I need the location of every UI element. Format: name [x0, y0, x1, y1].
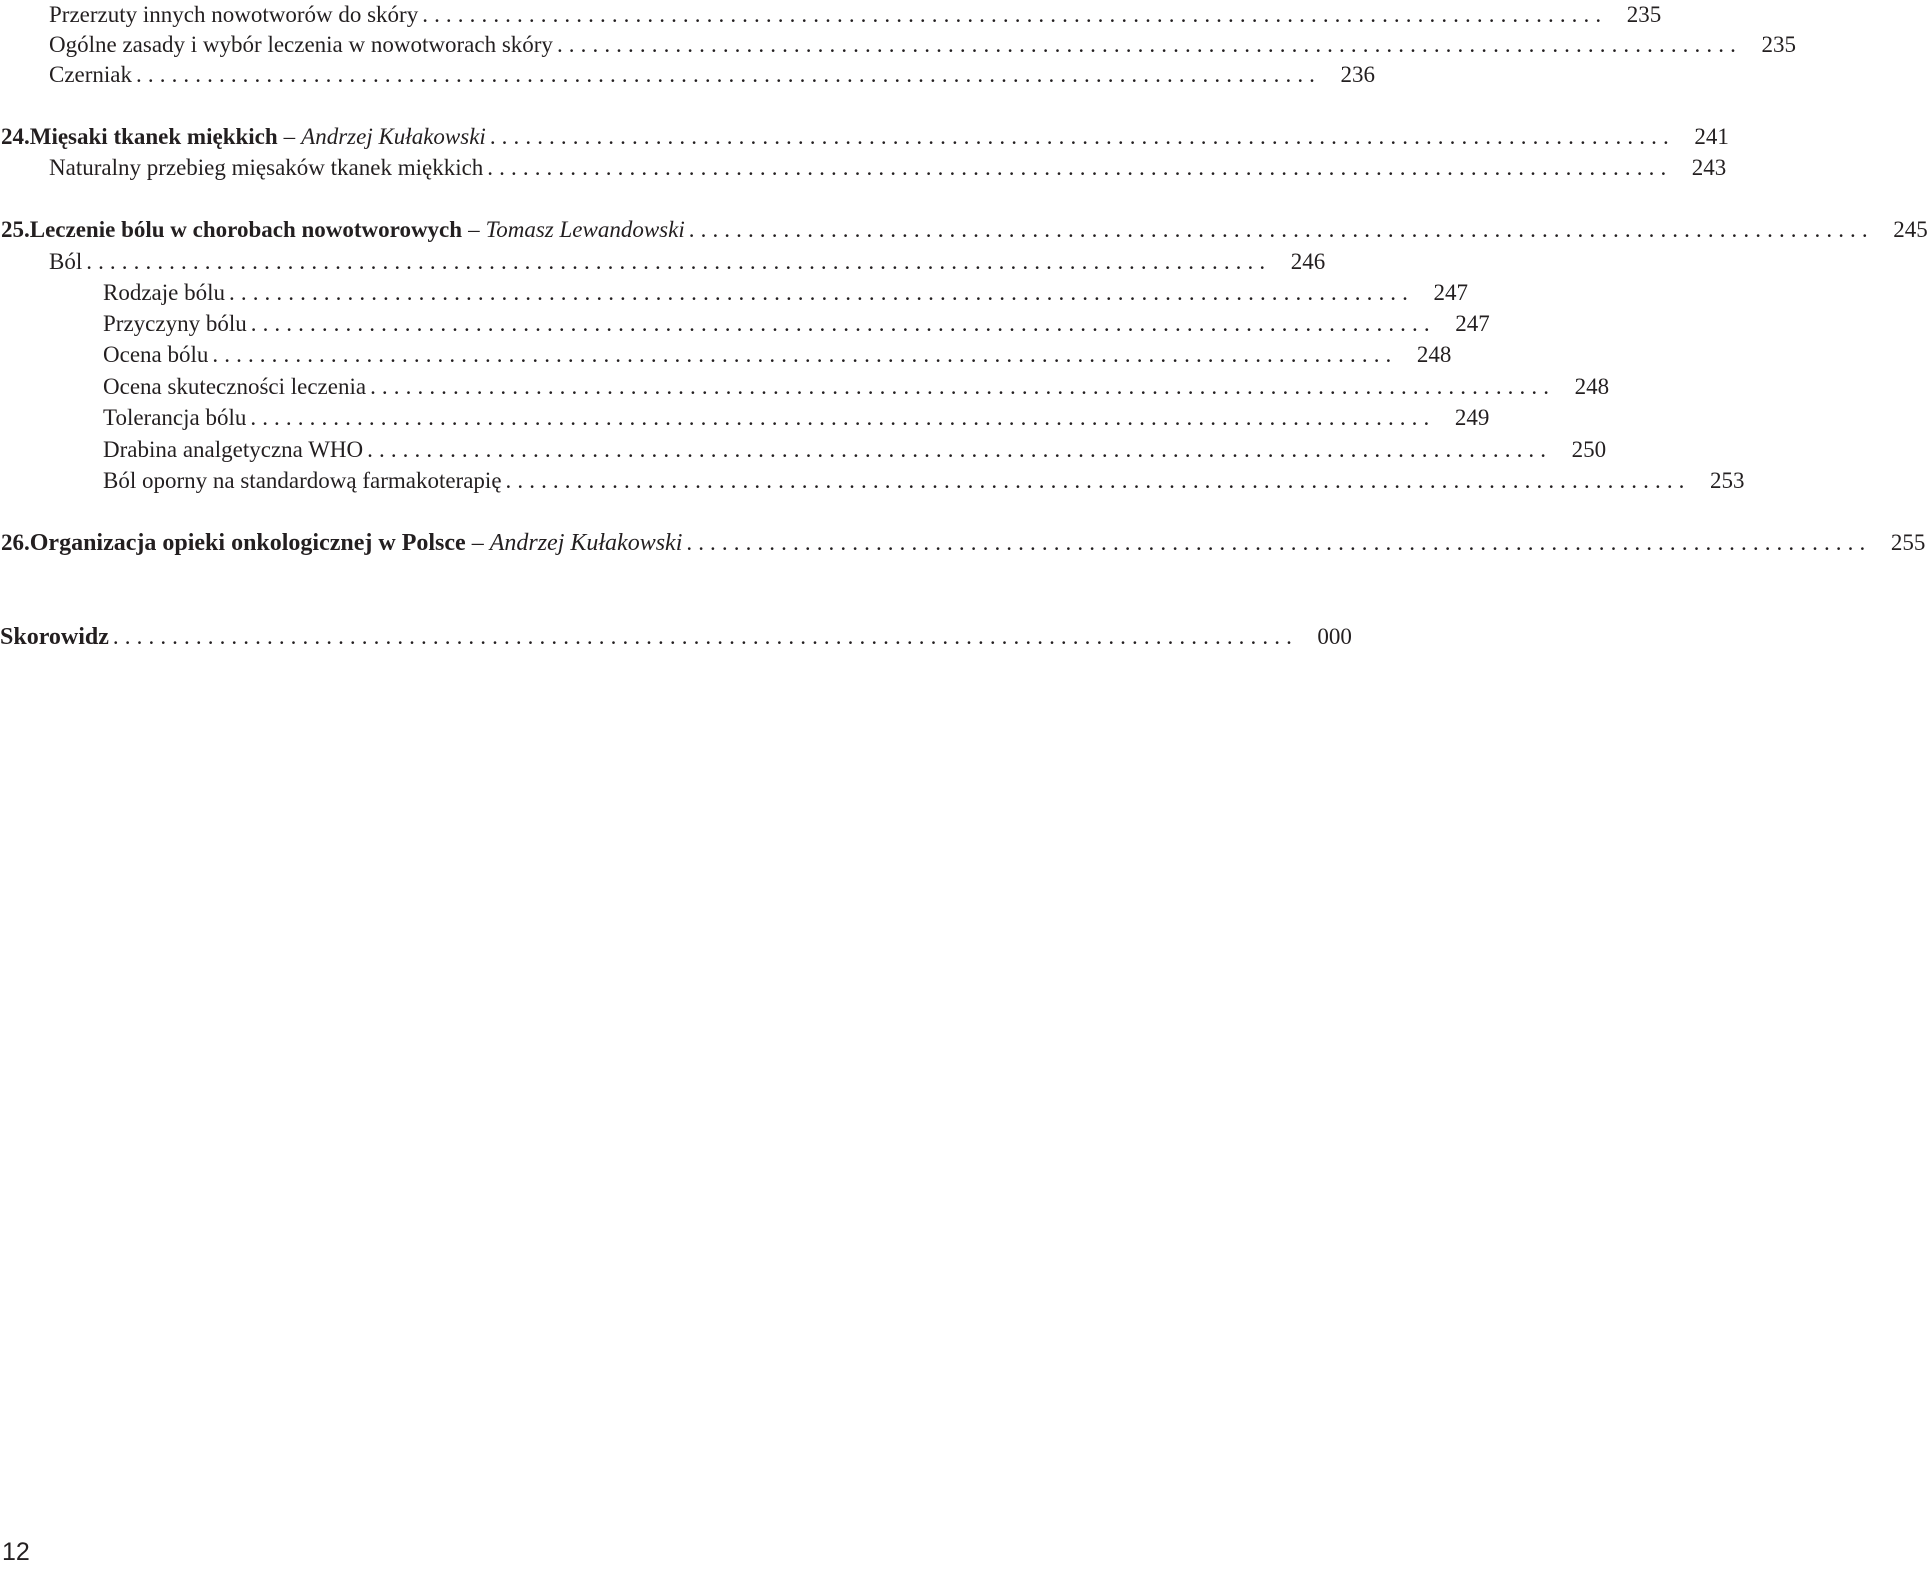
toc-page-number: 247 — [1455, 311, 1490, 336]
index-title: Skorowidz — [0, 624, 109, 650]
toc-page-number: 255 — [1890, 530, 1926, 555]
dot-leader: .................................................................................................... — [367, 437, 1553, 462]
chapter-heading — [30, 122, 486, 152]
dot-leader: .................................................................................................... — [505, 468, 1691, 493]
dot-leader: .................................................................................................... — [487, 155, 1673, 180]
separator-dash: – — [471, 530, 484, 556]
dot-leader: .................................................................................................... — [688, 217, 1874, 242]
dot-leader: .................................................................................................... — [556, 32, 1742, 57]
toc-subentry — [0, 309, 1490, 339]
separator-dash: – — [468, 217, 480, 242]
dot-leader: .................................................................................................... — [250, 311, 1436, 336]
toc-page-number: 253 — [1710, 468, 1745, 493]
toc-page-number: 235 — [1626, 2, 1662, 27]
dot-leader: .................................................................................................... — [422, 2, 1608, 27]
toc-entry — [0, 153, 1727, 183]
toc-page-number: 236 — [1340, 62, 1376, 87]
chapter-title: Mięsaki tkanek miękkich — [29, 124, 278, 149]
toc-entry — [0, 247, 1326, 277]
dot-leader: .................................................................................................... — [136, 62, 1322, 87]
toc-subentry — [0, 435, 1607, 465]
chapter-title: Organizacja opieki onkologicznej w Polsce — [29, 530, 466, 556]
chapter-author: Tomasz Lewandowski — [485, 217, 685, 242]
chapter-author: Andrzej Kułakowski — [301, 124, 486, 149]
separator-dash: – — [283, 124, 296, 149]
dot-leader: .................................................................................................... — [229, 280, 1414, 305]
toc-entry-title: Rodzaje bólu — [103, 280, 225, 305]
toc-subentry — [0, 278, 1468, 308]
chapter-number: 24. — [1, 124, 30, 149]
toc-page-number: 243 — [1691, 155, 1727, 180]
toc-page-number: 000 — [1317, 624, 1352, 649]
toc-entry — [0, 60, 1376, 90]
toc-page-number: 248 — [1416, 342, 1452, 367]
toc-page-number: 247 — [1433, 280, 1468, 305]
toc-subentry — [0, 466, 1745, 496]
toc-entry-title: Drabina analgetyczna WHO — [103, 437, 364, 462]
toc-page-number: 250 — [1571, 437, 1607, 462]
dot-leader: .................................................................................................... — [250, 405, 1436, 430]
toc-index-entry — [0, 622, 1352, 652]
toc-entry-title: Ocena skuteczności leczenia — [103, 374, 367, 399]
toc-chapter-25 — [0, 215, 1928, 245]
toc-entry-title: Naturalny przebieg mięsaków tkanek miękkich — [49, 155, 484, 180]
toc-entry — [0, 30, 1796, 60]
page-folio: 12 — [2, 1538, 30, 1566]
chapter-title: Leczenie bólu w chorobach nowotworowych — [29, 217, 463, 242]
chapter-number: 25. — [1, 217, 30, 242]
toc-entry-title: Przerzuty innych nowotworów do skóry — [49, 2, 419, 27]
chapter-heading — [30, 215, 685, 245]
dot-leader: .................................................................................................... — [112, 624, 1298, 649]
toc-page-number: 248 — [1574, 374, 1610, 399]
toc-subentry — [0, 403, 1490, 433]
toc-entry-title: Przyczyny bólu — [103, 311, 247, 336]
dot-leader: .................................................................................................... — [686, 530, 1872, 555]
chapter-heading — [30, 528, 683, 558]
toc-chapter-24 — [0, 122, 1729, 152]
dot-leader: .................................................................................................... — [212, 342, 1398, 367]
toc-chapter-26 — [0, 528, 1926, 558]
dot-leader: .................................................................................................... — [370, 374, 1556, 399]
toc-entry-title: Ból — [49, 249, 83, 274]
chapter-author: Andrzej Kułakowski — [489, 530, 683, 556]
toc-subentry — [0, 372, 1610, 402]
toc-entry-title: Tolerancja bólu — [103, 405, 247, 430]
toc-entry-title: Ból oporny na standardową farmakoterapię — [103, 468, 502, 493]
toc-entry — [0, 0, 1662, 30]
toc-page-number: 241 — [1694, 124, 1729, 149]
toc-page-number: 235 — [1761, 32, 1796, 57]
toc-page-number: 246 — [1290, 249, 1326, 274]
toc-subentry — [0, 340, 1452, 370]
toc-page-number: 245 — [1893, 217, 1928, 242]
dot-leader: .................................................................................................... — [86, 249, 1272, 274]
dot-leader: .................................................................................................... — [489, 124, 1675, 149]
toc-entry-title: Ogólne zasady i wybór leczenia w nowotworach skóry — [49, 32, 553, 57]
toc-page-number: 249 — [1454, 405, 1490, 430]
toc-entry-title: Czerniak — [49, 62, 133, 87]
toc-entry-title: Ocena bólu — [103, 342, 209, 367]
chapter-number: 26. — [1, 530, 30, 555]
